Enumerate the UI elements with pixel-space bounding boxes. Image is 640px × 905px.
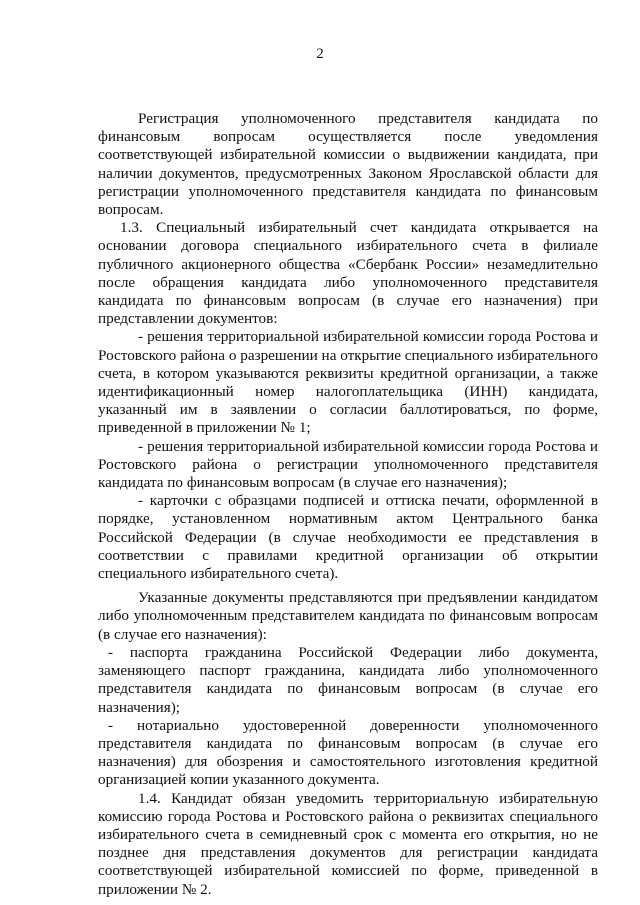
paragraph-power-of-attorney: - нотариально удостоверенной доверенности уполномоченного представителя кандидата по финансовым вопросам (в случае его назначения) для обозрения и самостоятельного изготовления кредитной организацией копии указанного документа.	[98, 716, 598, 789]
document-body	[98, 110, 598, 899]
page-number: 2	[316, 46, 324, 62]
paragraph-decision-account: - решения территориальной избирательной комиссии города Ростова и Ростовского района о разрешении на открытие специального избирательного счета, в котором указываются реквизиты кредитной организации, а также идентификационный номер налогоплательщика (ИНН) кандидата, указанный им в заявлении о согласии баллотироваться, по форме, приведенной в приложении № 1;	[98, 328, 598, 437]
paragraph-documents-presented: Указанные документы представляются при предъявлении кандидатом либо уполномоченным представителем кандидата по финансовым вопросам (в случае его назначения):	[98, 589, 598, 643]
paragraph-registration: Регистрация уполномоченного представителя кандидата по финансовым вопросам осуществляется после уведомления соответствующей избирательной комиссии о выдвижении кандидата, при наличии документов, предусмотренных Законом Ярославской области для регистрации уполномоченного представителя кандидата по финансовым вопросам.	[98, 110, 598, 219]
paragraph-1-3: 1.3. Специальный избирательный счет кандидата открывается на основании договора специального избирательного счета в филиале публичного акционерного общества «Сбербанк России» незамедлительно после обращения кандидата либо уполномоченного представителя кандидата по финансовым вопросам (в случае его назначения) при представлении документов:	[98, 219, 598, 328]
paragraph-signature-cards: - карточки с образцами подписей и оттиска печати, оформленной в порядке, установленном нормативным актом Центрального банка Российской Федерации (в случае необходимости ее представления в соответствии с правилами кредитной организации об открытии специального избирательного счета).	[98, 492, 598, 583]
paragraph-1-4: 1.4. Кандидат обязан уведомить территориальную избирательную комиссию города Ростова и Ростовского района о реквизитах специального избирательного счета в семидневный срок с момента его открытия, но не позднее дня представления документов для регистрации кандидата соответствующей избирательной комиссией по форме, приведенной в приложении № 2.	[98, 789, 598, 898]
paragraph-decision-representative: - решения территориальной избирательной комиссии города Ростова и Ростовского района о регистрации уполномоченного представителя кандидата по финансовым вопросам (в случае его назначения);	[98, 437, 598, 492]
paragraph-passport: - паспорта гражданина Российской Федерации либо документа, заменяющего паспорт гражданина, кандидата либо уполномоченного представителя кандидата по финансовым вопросам (в случае его назначения);	[98, 643, 598, 716]
